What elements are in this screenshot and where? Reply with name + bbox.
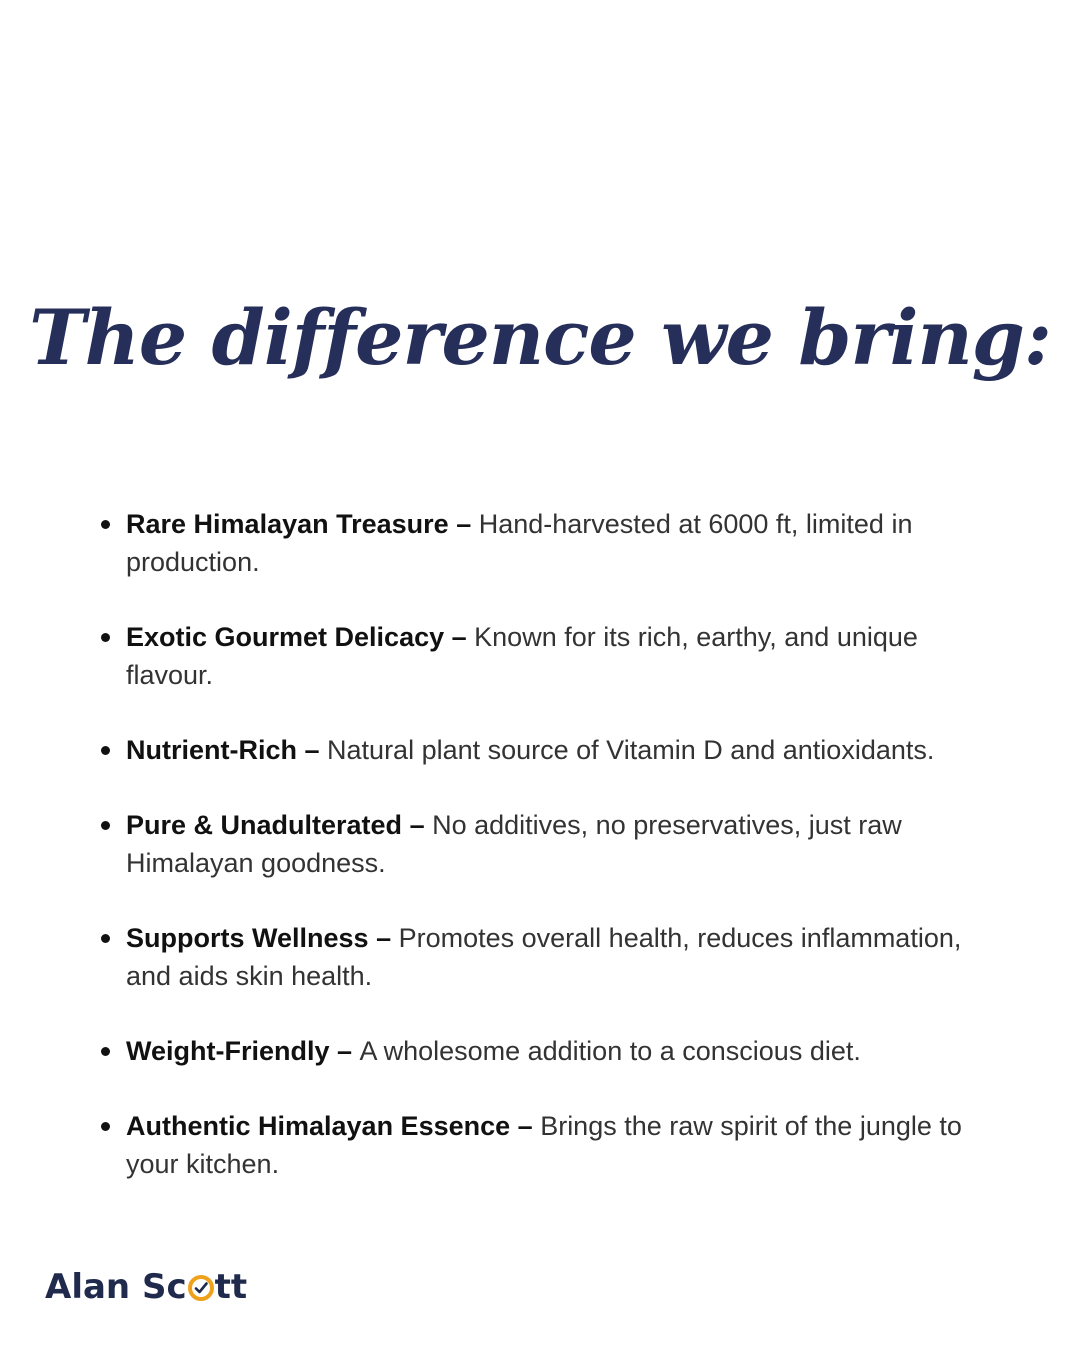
brand-text-end: tt [214,1267,248,1307]
list-item [0,731,1080,769]
item-separator: – [510,1111,541,1141]
item-lead: Pure & Unadulterated [126,810,403,840]
item-description: No additives, no preservatives, just raw Himalayan goodness. [126,810,902,878]
item-lead: Rare Himalayan Treasure [126,509,449,539]
item-lead: Supports Wellness [126,923,369,953]
bullet-icon [101,746,110,755]
brand-text-start: Alan Sc [45,1267,187,1307]
list-item [0,618,1080,694]
item-separator: – [368,923,399,953]
item-separator: – [444,622,475,652]
item-description: Hand-harvested at 6000 ft, limited in production. [126,509,913,577]
list-item [0,505,1080,581]
bullet-icon [101,821,110,830]
item-lead: Exotic Gourmet Delicacy [126,622,445,652]
item-separator: – [402,810,433,840]
list-item [0,1107,1080,1183]
bullet-icon [101,1122,110,1131]
item-description: Brings the raw spirit of the jungle to your kitchen. [126,1111,962,1179]
list-item [0,919,1080,995]
item-lead: Authentic Himalayan Essence [126,1111,511,1141]
item-separator: – [329,1036,360,1066]
benefits-list [0,505,1080,1220]
bullet-icon [101,1047,110,1056]
item-lead: Weight-Friendly [126,1036,330,1066]
bullet-icon [101,633,110,642]
bullet-icon [101,520,110,529]
item-description: A wholesome addition to a conscious diet. [359,1036,861,1066]
check-circle-icon [188,1275,214,1301]
brand-logo [45,1266,247,1308]
list-item [0,1032,1080,1070]
item-description: Known for its rich, earthy, and unique flavour. [126,622,918,690]
list-item [0,806,1080,882]
bullet-icon [101,934,110,943]
item-separator: – [448,509,479,539]
item-description: Natural plant source of Vitamin D and antioxidants. [327,735,935,765]
item-separator: – [297,735,328,765]
page-title: The difference we bring: [29,293,1051,382]
item-description: Promotes overall health, reduces inflammation, and aids skin health. [126,923,962,991]
item-lead: Nutrient-Rich [126,735,297,765]
